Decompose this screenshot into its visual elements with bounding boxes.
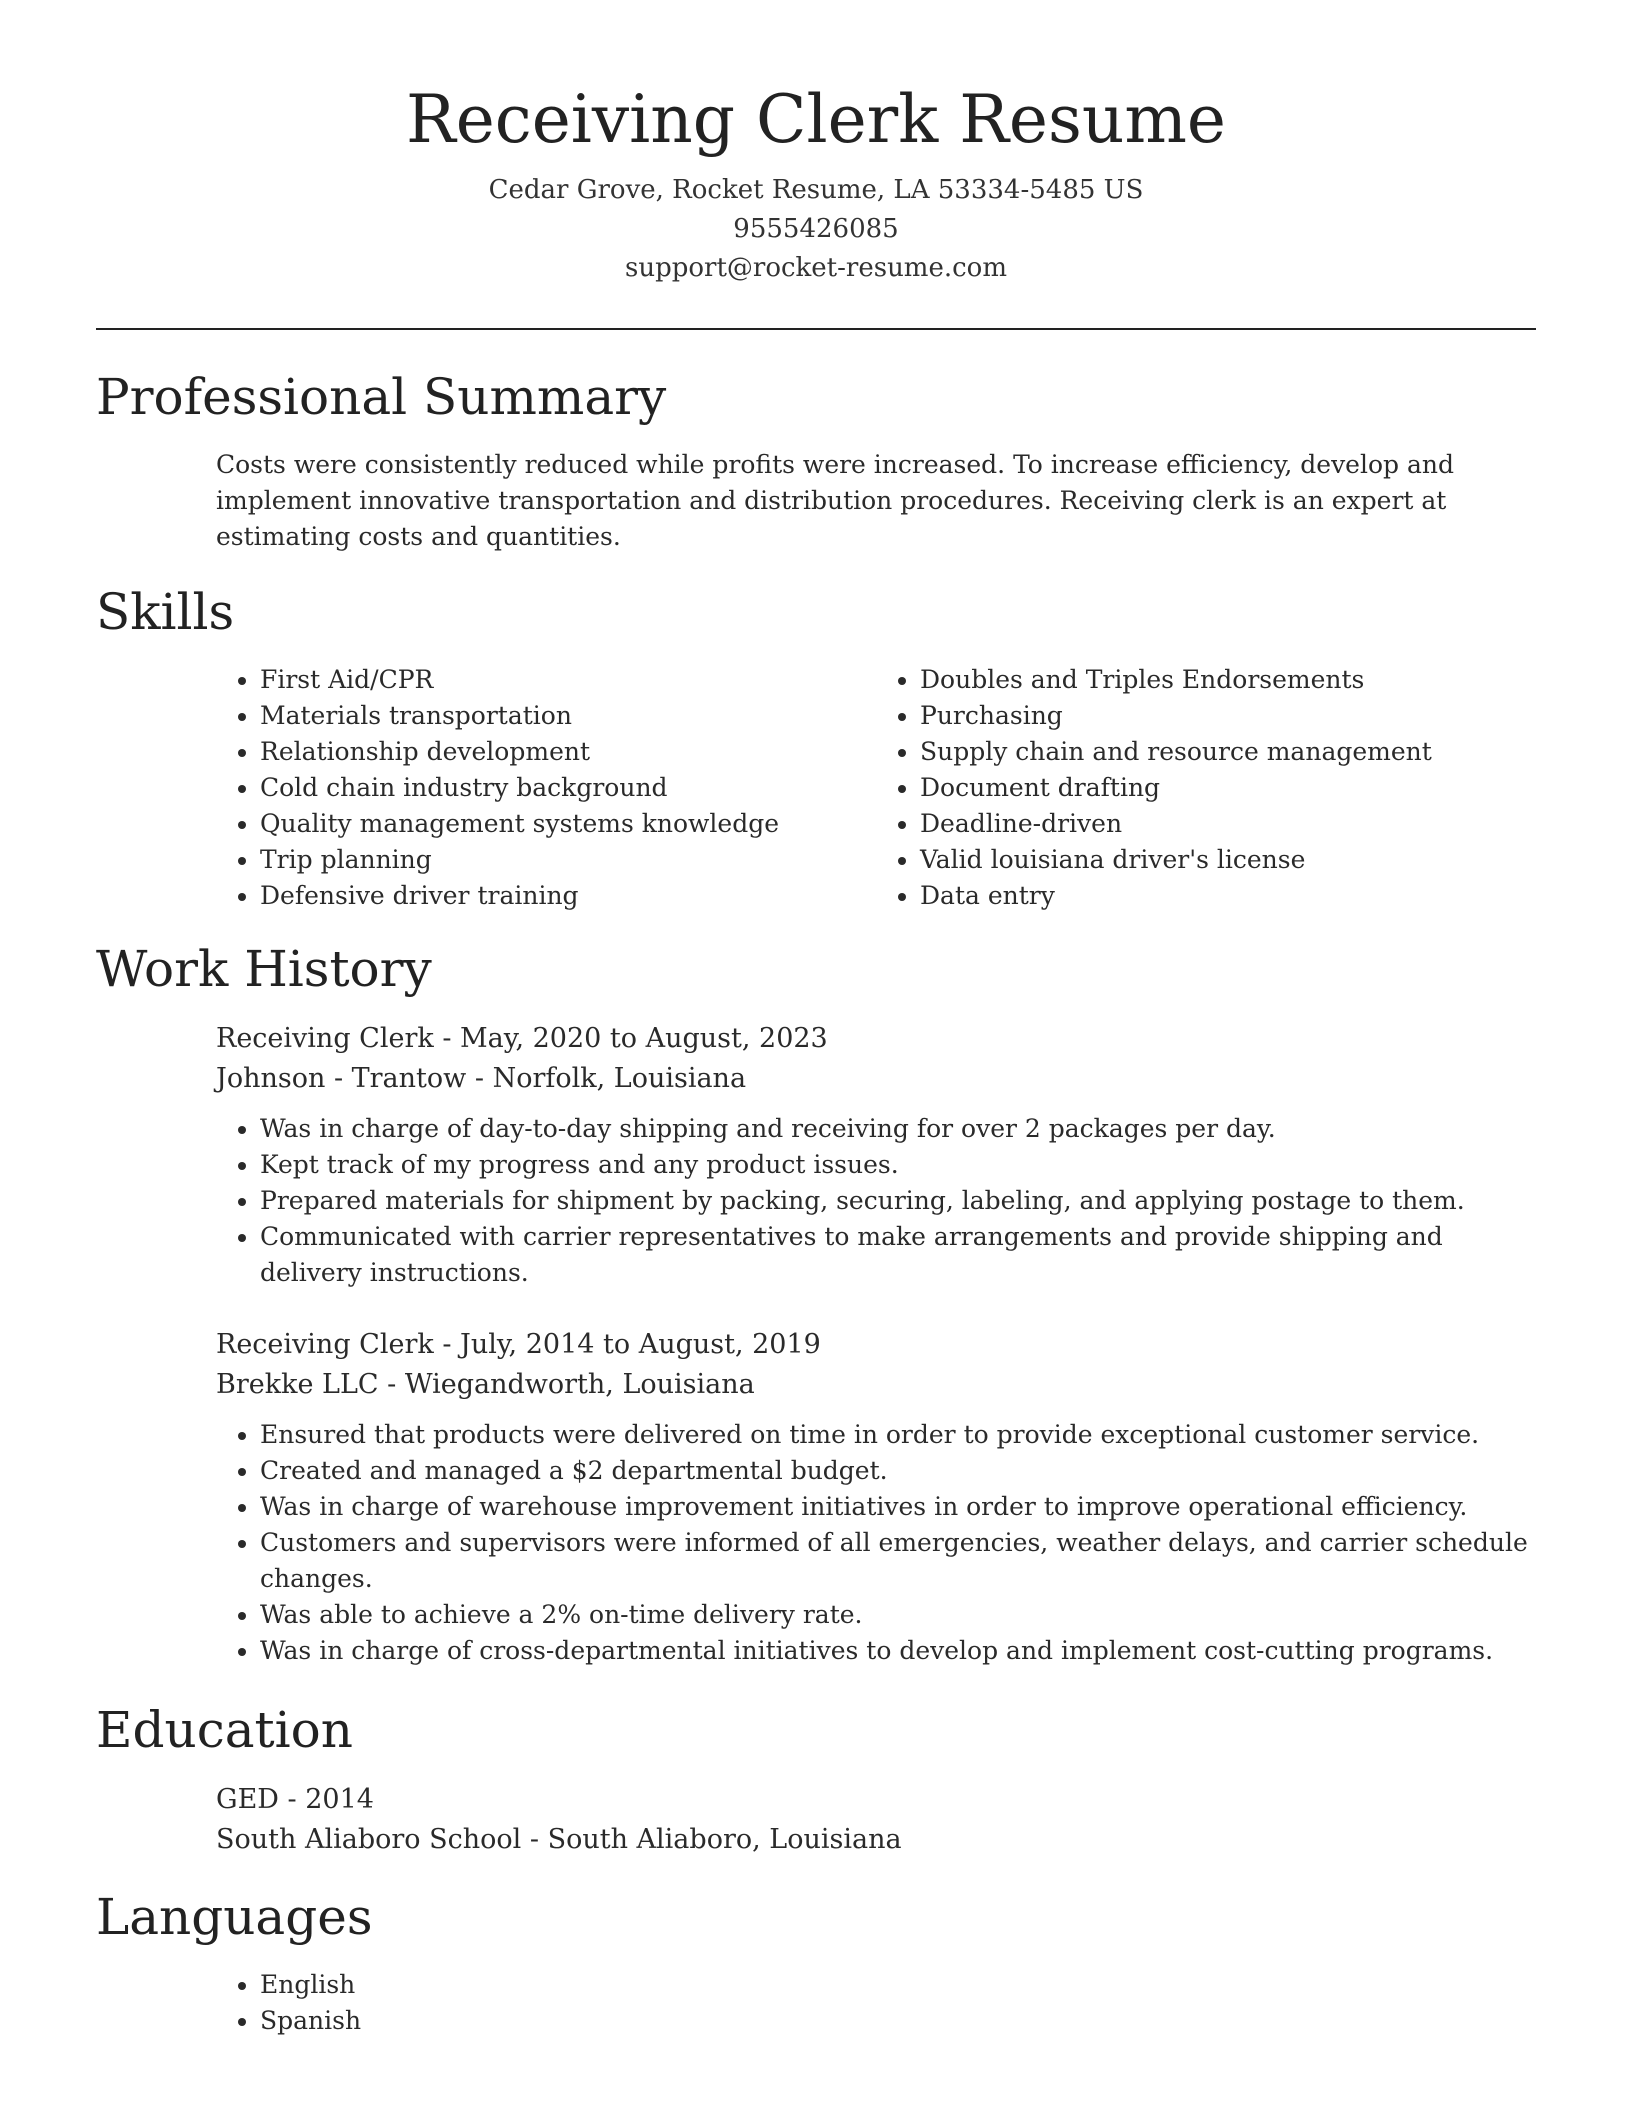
language-item: • Spanish — [260, 2003, 1536, 2039]
skills-grid — [96, 662, 1536, 914]
skill-item: • Materials transportation — [260, 698, 876, 734]
skill-item: • Data entry — [920, 878, 1536, 914]
job-location: Wiegandworth, Louisiana — [404, 1369, 755, 1401]
job-bullet: • Communicated with carrier representatives to make arrangements and provide shipping and delivery instructions. — [260, 1219, 1536, 1291]
contact-address: Cedar Grove, Rocket Resume, LA 53334-5485 US — [488, 175, 1144, 206]
skill-item: • Trip planning — [260, 842, 876, 878]
job-bullet: • Was in charge of warehouse improvement initiatives in order to improve operational efficiency. — [260, 1489, 1536, 1525]
job-role: Receiving Clerk — [216, 1329, 434, 1361]
education-degree: GED — [216, 1784, 279, 1816]
job-title-line — [216, 1019, 1536, 1059]
skill-item: • Valid louisiana driver's license — [920, 842, 1536, 878]
language-item: • English — [260, 1967, 1536, 2003]
education-separator — [279, 1784, 305, 1815]
job-bullet: • Kept track of my progress and any product issues. — [260, 1147, 1536, 1183]
contact-email: support@rocket-resume.com — [624, 253, 1007, 284]
contact-phone: 9555426085 — [733, 214, 899, 245]
education-heading: Education — [96, 1701, 353, 1760]
job-bullet: • Customers and supervisors were informed of all emergencies, weather delays, and carrier schedule changes. — [260, 1525, 1536, 1597]
resume-header — [96, 80, 1536, 288]
job-bullet: • Was able to achieve a 2% on-time delivery rate. — [260, 1597, 1536, 1633]
skills-heading: Skills — [96, 583, 235, 642]
job-entry — [216, 1325, 1536, 1669]
job-separator — [434, 1329, 460, 1360]
skills-section — [96, 585, 1536, 914]
job-company-line — [216, 1365, 1536, 1405]
skill-item: • Relationship development — [260, 734, 876, 770]
page-title: Receiving Clerk Resume — [406, 81, 1226, 158]
job-role: Receiving Clerk — [216, 1023, 434, 1055]
education-degree-line — [216, 1780, 1536, 1820]
header-divider — [96, 328, 1536, 330]
job-separator — [466, 1063, 492, 1094]
work-history-body — [96, 1019, 1536, 1669]
languages-section — [96, 1890, 1536, 2039]
job-company: Johnson - Trantow — [216, 1063, 467, 1095]
job-bullet: • Was in charge of cross-departmental initiatives to develop and implement cost-cutting programs. — [260, 1633, 1536, 1669]
skill-item: • Purchasing — [920, 698, 1536, 734]
work-history-heading: Work History — [96, 940, 432, 999]
languages-list — [216, 1967, 1536, 2039]
skill-item: • Doubles and Triples Endorsements — [920, 662, 1536, 698]
skill-item: • Defensive driver training — [260, 878, 876, 914]
skill-item: • Quality management systems knowledge — [260, 806, 876, 842]
education-separator — [521, 1824, 547, 1855]
summary-text: Costs were consistently reduced while profits were increased. To increase efficiency, develop and implement innovative transportation and distribution procedures. Receiving clerk is an expert at estimating costs and quantities. — [216, 450, 1454, 552]
summary-section — [96, 370, 1536, 555]
job-bullet: • Was in charge of day-to-day shipping and receiving for over 2 packages per day. — [260, 1111, 1536, 1147]
job-bullet: • Created and managed a $2 departmental budget. — [260, 1453, 1536, 1489]
resume-page — [96, 80, 1536, 2039]
education-year: 2014 — [305, 1784, 374, 1816]
skill-item: • Supply chain and resource management — [920, 734, 1536, 770]
job-company-line — [216, 1059, 1536, 1099]
education-body — [96, 1780, 1536, 1860]
job-separator — [379, 1369, 405, 1400]
education-school-line — [216, 1820, 1536, 1860]
job-entry — [216, 1019, 1536, 1291]
education-location: South Aliaboro, Louisiana — [547, 1824, 902, 1856]
skill-item: • Cold chain industry background — [260, 770, 876, 806]
education-school: South Aliaboro School — [216, 1824, 522, 1856]
work-history-section — [96, 942, 1536, 1669]
job-location: Norfolk, Louisiana — [492, 1063, 747, 1095]
job-dates: July, 2014 to August, 2019 — [460, 1329, 821, 1361]
job-bullets — [216, 1111, 1536, 1291]
job-dates: May, 2020 to August, 2023 — [460, 1023, 828, 1055]
languages-heading: Languages — [96, 1888, 373, 1947]
skill-item: • First Aid/CPR — [260, 662, 876, 698]
job-title-line — [216, 1325, 1536, 1365]
job-bullets — [216, 1417, 1536, 1669]
education-section — [96, 1703, 1536, 1860]
job-separator — [434, 1023, 460, 1054]
summary-body — [96, 447, 1536, 555]
skill-item: • Document drafting — [920, 770, 1536, 806]
job-bullet: • Prepared materials for shipment by packing, securing, labeling, and applying postage to them. — [260, 1183, 1536, 1219]
job-bullet: • Ensured that products were delivered on time in order to provide exceptional customer service. — [260, 1417, 1536, 1453]
skills-column-left — [216, 662, 876, 914]
skills-column-right — [876, 662, 1536, 914]
summary-heading: Professional Summary — [96, 368, 667, 427]
languages-body — [96, 1967, 1536, 2039]
skill-item: • Deadline-driven — [920, 806, 1536, 842]
job-company: Brekke LLC — [216, 1369, 379, 1401]
